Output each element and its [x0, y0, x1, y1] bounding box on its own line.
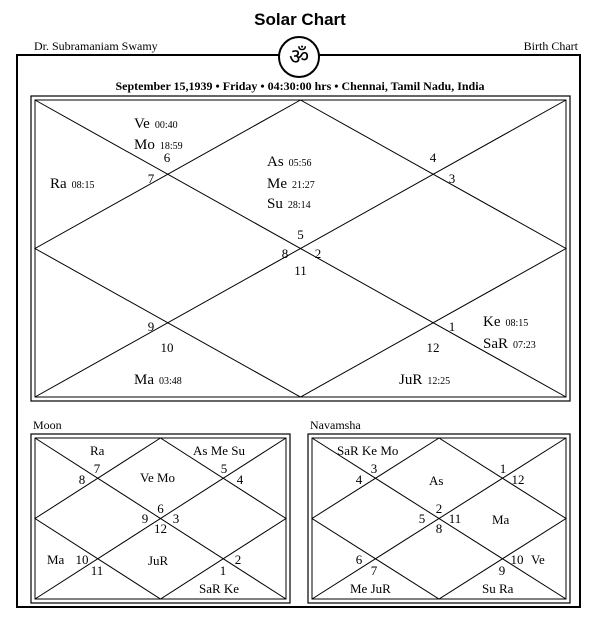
- navamsha-sign-number-house-9: 10: [510, 552, 524, 567]
- planet-degree: 08:15: [71, 180, 95, 191]
- planet-degree: 28:14: [287, 200, 311, 211]
- moon-house-8-planets: SaR Ke: [199, 581, 240, 596]
- moon-sign-number-house-4: 9: [141, 511, 149, 526]
- moon-sign-number-house-2: 7: [93, 461, 101, 476]
- sign-number-house-3: 7: [147, 171, 155, 186]
- sign-number-house-8: 12: [426, 340, 440, 355]
- moon-sign-number-house-9: 2: [234, 552, 242, 567]
- planet-name: SaR: [483, 336, 509, 352]
- navamsha-chart-lines: [308, 434, 570, 603]
- sign-number-house-7: 11: [294, 263, 307, 278]
- sign-number-house-9: 1: [448, 319, 456, 334]
- navamsha-sign-number-house-10: 11: [448, 511, 462, 526]
- moon-chart-label: Moon: [33, 418, 62, 432]
- planet-name: As: [267, 154, 284, 170]
- navamsha-house-1-planets: As: [429, 473, 444, 488]
- person-name: Dr. Subramaniam Swamy: [34, 39, 158, 53]
- navamsha-sign-number-house-4: 5: [418, 511, 426, 526]
- planet-degree: 07:23: [513, 340, 536, 351]
- chart-kind-label: Birth Chart: [523, 39, 578, 53]
- navamsha-sign-number-house-7: 8: [435, 521, 443, 536]
- navamsha-house-9-planets: Ve: [531, 552, 545, 567]
- planet-name: Ve: [134, 116, 150, 132]
- moon-house-2-planets: Ra: [90, 443, 105, 458]
- moon-sign-number-house-7: 12: [154, 521, 167, 536]
- sign-number-house-10: 2: [314, 246, 322, 261]
- navamsha-sign-number-house-6: 7: [370, 563, 378, 578]
- planet-degree: 05:56: [288, 158, 312, 169]
- navamsha-house-8-planets: Su Ra: [482, 581, 514, 596]
- moon-sign-number-house-8: 1: [219, 563, 227, 578]
- birth-details: September 15,1939 • Friday • 04:30:00 hrs • Chennai, Tamil Nadu, India: [115, 79, 485, 93]
- moon-sign-number-house-6: 11: [90, 563, 104, 578]
- chart-title: Solar Chart: [254, 10, 346, 29]
- planet-name: Ra: [50, 176, 67, 192]
- navamsha-house-6-planets: Me JuR: [350, 581, 391, 596]
- navamsha-sign-number-house-8: 9: [498, 563, 506, 578]
- navamsha-sign-number-house-5: 6: [355, 552, 363, 567]
- navamsha-house-2-planets: SaR Ke Mo: [337, 443, 399, 458]
- navamsha-sign-number-house-12: 1: [499, 461, 507, 476]
- moon-sign-number-house-3: 8: [78, 472, 86, 487]
- moon-sign-number-house-5: 10: [75, 552, 89, 567]
- sign-number-house-12: 4: [429, 150, 437, 165]
- sign-number-house-6: 10: [160, 340, 174, 355]
- navamsha-house-10-planets: Ma: [492, 512, 510, 527]
- moon-sign-number-house-10: 3: [172, 511, 180, 526]
- moon-sign-number-house-1: 6: [157, 501, 164, 516]
- om-icon: ॐ: [278, 36, 320, 78]
- planet-name: Ke: [483, 314, 501, 330]
- planet-degree: 21:27: [292, 180, 315, 191]
- sign-number-house-1: 5: [297, 227, 304, 242]
- planet-degree: 03:48: [159, 376, 182, 387]
- planet-name: Su: [267, 196, 283, 212]
- moon-house-7-planets: JuR: [148, 553, 169, 568]
- navamsha-sign-number-house-1: 2: [435, 501, 443, 516]
- moon-sign-number-house-12: 5: [220, 461, 228, 476]
- navamsha-chart-label: Navamsha: [310, 418, 361, 432]
- sign-number-house-2: 6: [163, 150, 171, 165]
- moon-house-12-planets: As Me Su: [193, 443, 246, 458]
- planet-degree: 12:25: [427, 376, 451, 387]
- planet-name: Ma: [134, 372, 154, 388]
- planet-degree: 00:40: [154, 120, 178, 131]
- navamsha-sign-number-house-11: 12: [511, 472, 525, 487]
- planet-degree: 08:15: [505, 318, 529, 329]
- moon-house-1-planets: Ve Mo: [140, 470, 176, 485]
- navamsha-sign-number-house-2: 3: [370, 461, 378, 476]
- planet-degree: 18:59: [159, 141, 183, 152]
- sign-number-house-4: 8: [281, 246, 289, 261]
- sign-number-house-5: 9: [147, 319, 155, 334]
- planet-name: Mo: [134, 137, 155, 153]
- navamsha-sign-number-house-3: 4: [355, 472, 363, 487]
- planet-name: Me: [267, 176, 287, 192]
- sign-number-house-11: 3: [448, 171, 456, 186]
- moon-sign-number-house-11: 4: [236, 472, 244, 487]
- moon-house-5-planets: Ma: [47, 552, 65, 567]
- planet-name: JuR: [399, 372, 423, 388]
